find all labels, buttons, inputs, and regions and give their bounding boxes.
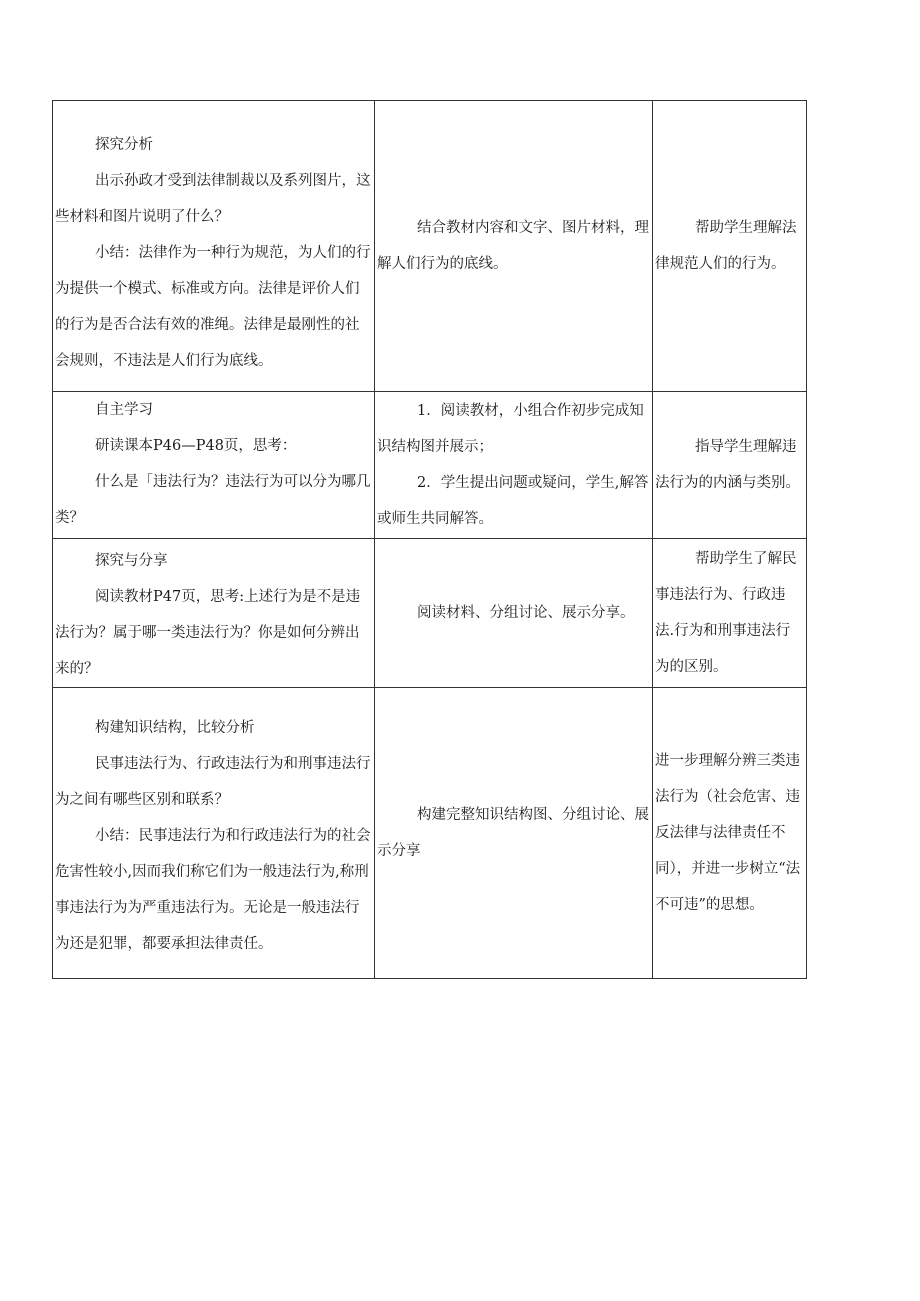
activity-text: 研读课本P46—P48页，思考： <box>95 438 297 454</box>
student-activity-text: 阅读材料、分组讨论、展示分享。 <box>417 605 635 621</box>
table-row <box>53 688 807 979</box>
student-activity-cell <box>375 688 653 979</box>
lesson-plan-table <box>52 100 807 979</box>
table-row <box>53 392 807 539</box>
activity-heading: 自主学习 <box>95 402 153 418</box>
activity-heading: 探究分析 <box>95 137 153 153</box>
student-activity-step: 1．阅读教材，小组合作初步完成知识结构图并展示； <box>377 403 644 455</box>
student-activity-cell <box>375 101 653 392</box>
table-row <box>53 101 807 392</box>
teacher-activity-cell <box>53 392 375 539</box>
teacher-activity-cell <box>53 688 375 979</box>
student-activity-text: 构建完整知识结构图、分组讨论、展示分享 <box>377 807 649 859</box>
teacher-activity-cell <box>53 101 375 392</box>
table-row <box>53 539 807 688</box>
activity-summary: 小结：民事违法行为和行政违法行为的社会危害性较小,因而我们称它们为一般违法行为,称刑事违法行为为严重违法行为。无论是一般违法行为还是犯罪，都要承担法律责任。 <box>55 828 371 952</box>
design-intent-cell <box>653 101 807 392</box>
design-intent-text: 进一步理解分辨三类违法行为（社会危害、违反法律与法律责任不同），并进一步树立“法不可违”的思想。 <box>655 753 801 913</box>
design-intent-cell <box>653 688 807 979</box>
teacher-activity-cell <box>53 539 375 688</box>
design-intent-cell <box>653 392 807 539</box>
activity-heading: 探究与分享 <box>95 553 168 569</box>
design-intent-text: 帮助学生了解民事违法行为、行政违法.行为和刑事违法行为的区别。 <box>655 551 797 675</box>
activity-text: 出示孙政才受到法律制裁以及系列图片，这些材料和图片说明了什么？ <box>55 173 371 225</box>
student-activity-cell <box>375 539 653 688</box>
activity-text: 民事违法行为、行政违法行为和刑事违法行为之间有哪些区别和联系？ <box>55 756 371 808</box>
activity-text: 阅读教材P47页，思考:上述行为是不是违法行为？属于哪一类违法行为？你是如何分辨出来的？ <box>55 589 361 677</box>
student-activity-cell <box>375 392 653 539</box>
design-intent-text: 帮助学生理解法律规范人们的行为。 <box>655 220 797 272</box>
student-activity-step: 2．学生提出问题或疑问，学生,解答或师生共同解答。 <box>377 475 649 527</box>
design-intent-text: 指导学生理解违法行为的内涵与类别。 <box>655 439 800 491</box>
activity-heading: 构建知识结构，比较分析 <box>95 720 255 736</box>
design-intent-cell <box>653 539 807 688</box>
activity-summary: 小结：法律作为一种行为规范，为人们的行为提供一个模式、标准或方向。法律是评价人们的行为是否合法有效的准绳。法律是最刚性的社会规则，不违法是人们行为底线。 <box>55 245 371 369</box>
activity-text: 什么是「违法行为？违法行为可以分为哪几类？ <box>55 474 371 526</box>
student-activity-text: 结合教材内容和文字、图片材料，理解人们行为的底线。 <box>377 220 649 272</box>
